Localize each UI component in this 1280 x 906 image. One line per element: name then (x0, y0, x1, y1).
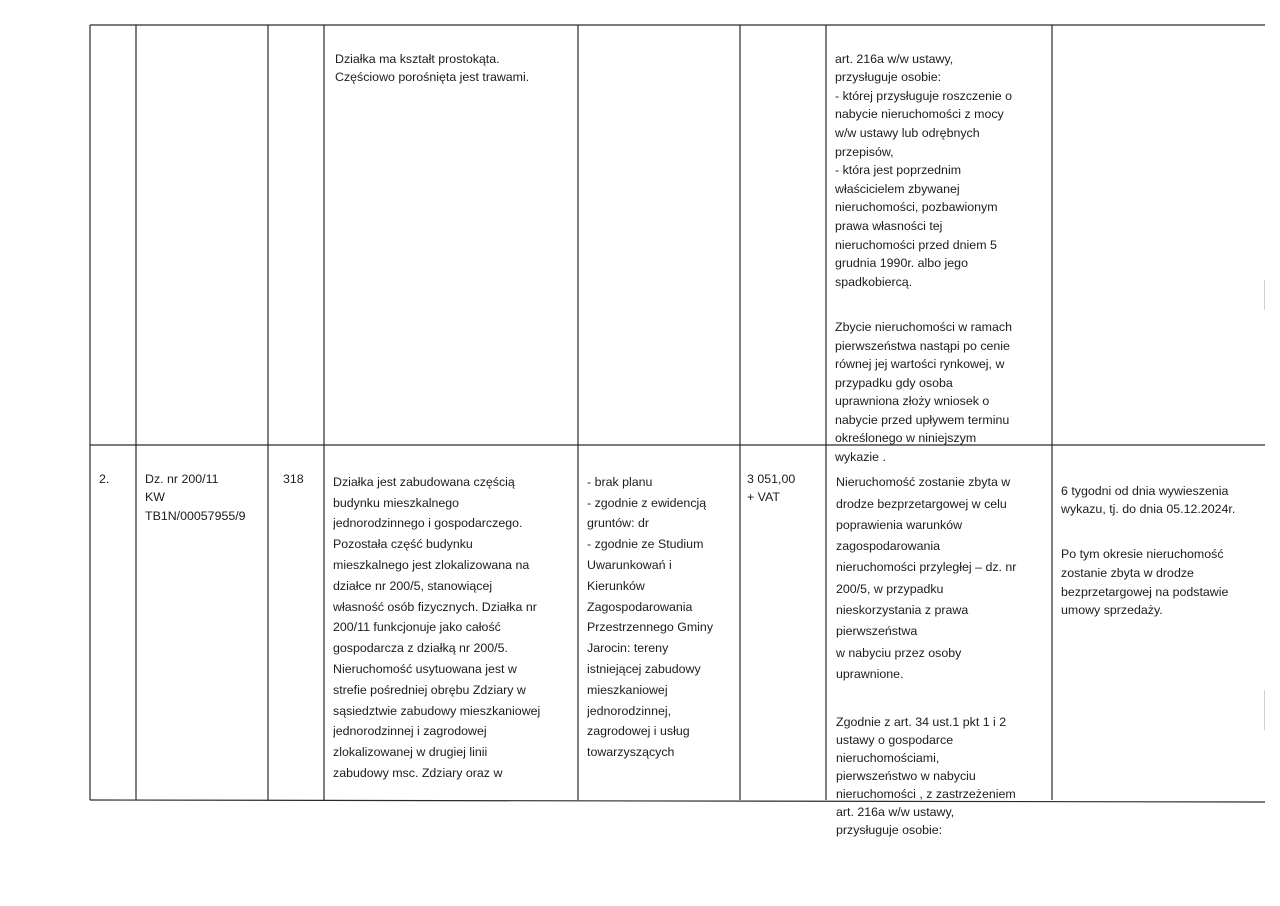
row2-price (747, 451, 825, 525)
row2-term-paragraph-1: 6 tygodni od dnia wywieszenia wykazu, tj. do dnia 05.12.2024r. (1061, 483, 1236, 517)
row2-lp (99, 451, 133, 507)
prev-legal-paragraph-2: Zbycie nieruchomości w ramach pierwszeństwa nastąpi po cenie równej jej wartości rynkowej, w przypadku gdy osoba uprawniona złoży wniosek o nabycie przed upływem terminu określonego w niniejszym wykazie . (835, 319, 1012, 465)
row2-area (283, 451, 321, 507)
row2-plot (145, 451, 265, 544)
row2-purpose-text: - brak planu - zgodnie z ewidencją gruntów: dr - zgodnie ze Studium Uwarunkowań i Kierunków Zagospodarowania Przestrzennego Gminy Jarocin: tereny istniejącej zabudowy mieszkaniowej jednorodzinnej, zagrodowej i usług towarzyszących (587, 474, 714, 760)
row2-term-paragraph-2: Po tym okresie nieruchomość zostanie zbyta w drodze bezprzetargowej na podstawie umowy sprzedaży. (1061, 547, 1229, 618)
table-bottom-border (90, 800, 1265, 802)
prev-row-description (335, 31, 573, 105)
row2-term (1061, 463, 1271, 638)
row2-purpose (587, 451, 737, 784)
row2-description-text: Działka jest zabudowana częścią budynku mieszkalnego jednorodzinnego i gospodarczego. Pozostała część budynku mieszkalnego jest zlokalizowana na działce nr 200/5, stanowiącej własność osób fizycznych. Działka nr 200/11 funkcjonuje jako całość gospodarcza z działką nr 200/5. Nieruchomość usytuowana jest w strefie pośredniej obrębu Zdziary w sąsiedztwie zabudowy mieszkaniowej jednorodzinnej i zagrodowej zlokalizowanej w drugiej linii zabudowy msc. Zdziary oraz w (333, 474, 541, 780)
row2-price-text: 3 051,00 + VAT (747, 471, 796, 505)
row2-legal-paragraph-2: Zgodnie z art. 34 ust.1 pkt 1 i 2 ustawy o gospodarce nieruchomościami, pierwszeństwo w nabyciu nieruchomości , z zastrzeżeniem art. 216a w/w ustawy, przysługuje osobie: (836, 714, 1016, 837)
row2-plot-text: Dz. nr 200/11 KW TB1N/00057955/9 (145, 471, 246, 523)
prev-description-text: Działka ma kształt prostokąta. Częściowo porośnięta jest trawami. (335, 51, 530, 85)
row2-lp-text: 2. (99, 471, 110, 486)
row2-area-text: 318 (283, 471, 304, 486)
prev-legal-paragraph-1: art. 216a w/w ustawy, przysługuje osobie: - której przysługuje roszczenie o nabycie nieruchomości z mocy w/w ustawy lub odrębnych przepisów, - która jest poprzednim właścicielem zbywanej nieruchomości, pozbawionym prawa własności tej nieruchomości przed dniem 5 grudnia 1990r. albo jego spadkobiercą. (835, 51, 1012, 289)
row2-legal-terms (836, 451, 1048, 860)
row2-legal-paragraph-1: Nieruchomość zostanie zbyta w drodze bezprzetargowej w celu poprawienia warunków zagospodarowania nieruchomości przyległej – dz. nr 200/5, w przypadku nieskorzystania z prawa pierwszeństwa w nabyciu przez osoby uprawnione. (836, 475, 1017, 681)
prev-row-legal-terms (835, 31, 1047, 485)
row2-description (333, 451, 576, 805)
scan-mark (1264, 690, 1265, 730)
scan-mark (1264, 280, 1265, 310)
